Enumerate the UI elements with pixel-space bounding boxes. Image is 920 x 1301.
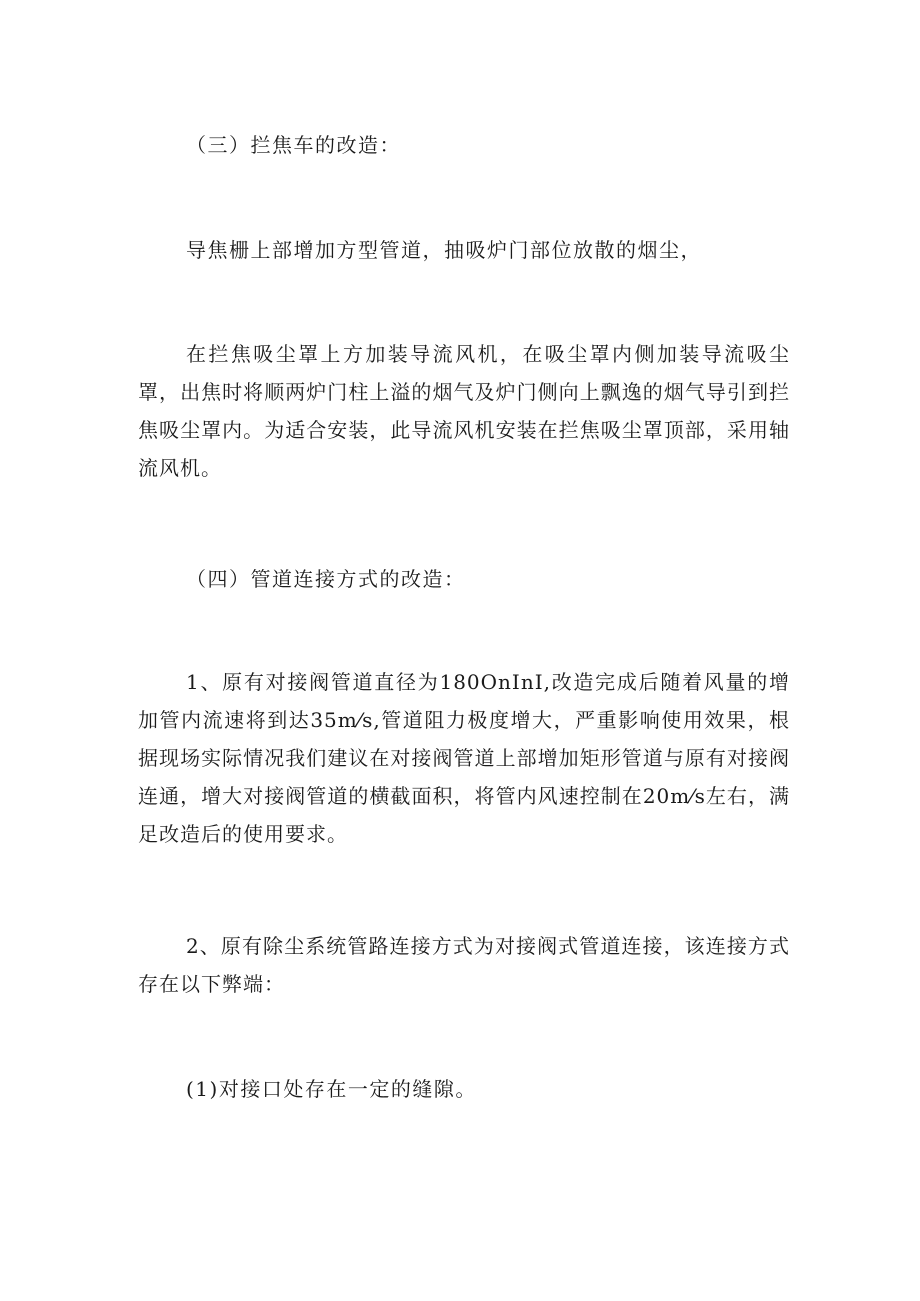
- paragraph-item-2: 2、原有除尘系统管路连接方式为对接阀式管道连接，该连接方式存在以下弊端：: [138, 934, 790, 996]
- paragraph-sub-item-1: (1)对接口处存在一定的缝隙。: [186, 1077, 477, 1101]
- paragraph-item-1: 1、原有对接阀管道直径为180OnInI,改造完成后随着风量的增加管内流速将到达35m⁄s,管道阻力极度增大，严重影响使用效果，根据现场实际情况我们建议在对接阀管道上部增加矩形管道与原有对接阀连通，增大对接阀管道的横截面积，将管内风速控制在20m⁄s左右，满足改造后的使用要求。: [138, 670, 790, 846]
- paragraph-guide-grate: 导焦栅上部增加方型管道，抽吸炉门部位放散的烟尘，: [186, 238, 702, 262]
- section-heading-3: （三）拦焦车的改造：: [186, 133, 401, 157]
- section-heading-4: （四）管道连接方式的改造：: [186, 567, 466, 591]
- paragraph-guide-fan: 在拦焦吸尘罩上方加装导流风机，在吸尘罩内侧加装导流吸尘罩，出焦时将顺两炉门柱上溢的烟气及炉门侧向上飘逸的烟气导引到拦焦吸尘罩内。为适合安装，此导流风机安装在拦焦吸尘罩顶部，采用轴流风机。: [138, 342, 790, 480]
